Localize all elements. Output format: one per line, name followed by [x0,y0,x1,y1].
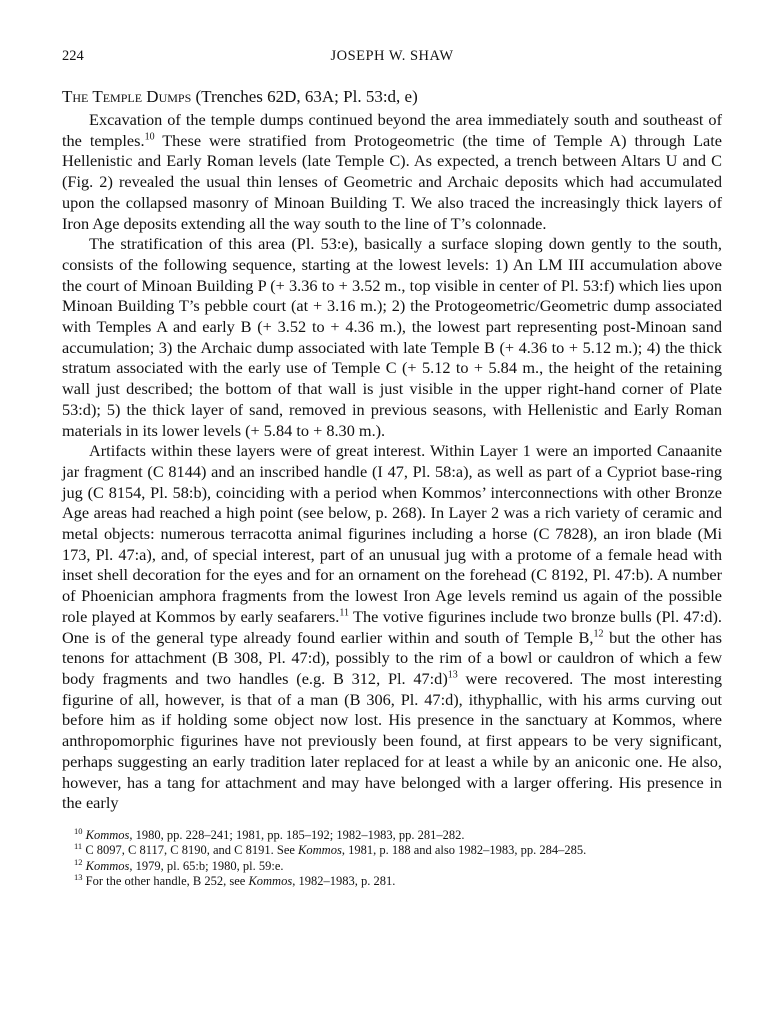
footnote-italic: Kommos [85,858,130,873]
footnote-text: , 1981, p. 188 and also 1982–1983, pp. 284–285. [341,843,587,858]
paragraph-2: The stratification of this area (Pl. 53:e), basically a surface sloping down gently to the south, consists of the following sequence, starting at the lowest levels: 1) An LM III accumulation above the court of Minoan Building P (+ 3.36 to + 3.52 m., top visible in center of Pl. 53:f) which lies upon Minoan Building T’s pebble court (at + 3.16 m.); 2) the Protogeometric/Geometric dump associated with Temples A and early B (+ 3.52 to + 4.36 m.), the lowest part representing post-Minoan sand accumulation; 3) the Archaic dump associated with late Temple B (+ 4.36 to + 5.12 m.); 4) the thick stratum associated with the early use of Temple C (+ 5.12 to + 5.84 m., the height of the retaining wall just described; the bottom of that wall is just visible in the upper right-hand corner of Plate 53:d); 5) the thick layer of sand, removed in previous seasons, with Hellenistic and Early Roman materials in its lower levels (+ 5.84 to + 8.30 m.). [62,234,722,440]
section-title-smallcaps: The Temple Dumps [62,87,192,106]
footnote-number: 10 [74,825,83,836]
footnote-ref-11: 11 [339,607,349,619]
footnote-italic: Kommos [85,827,130,842]
footnotes [62,825,722,890]
paragraph-3-text-b: The votive figurines include two bronze bulls (Pl. 47:d). One is of the general type already found earlier within and south of Temple B, [62,606,722,647]
footnote-ref-10: 10 [144,131,155,143]
footnote-13 [74,874,722,890]
paragraph-3-text-c: but the other has tenons for attachment (B 308, Pl. 47:d), possibly to the rim of a bowl or cauldron of which a few body fragments and two handles (e.g. B 312, Pl. 47:d) [62,627,722,688]
section-title-rest: (Trenches 62D, 63A; Pl. 53:d, e) [191,87,418,106]
paragraph-3-text-d: were recovered. The most interesting figurine of all, however, is that of a man (B 306, Pl. 47:d), ithyphallic, with his arms curving out before him as if holding some object now lost. His presence in the sanctuary at Kommos, where anthropomorphic figurines have not previously been found, at first appears to be very significant, perhaps suggesting an early tradition later replaced for at least a while by an aniconic one. He also, however, has a tang for attachment and may have belonged with a larger offering. His presence in the early [62,668,722,813]
footnote-10 [74,825,722,844]
section-title [62,86,722,107]
footnote-number: 13 [74,872,83,883]
paragraph-3 [62,441,722,814]
footnote-12 [74,856,722,875]
footnote-text: , 1980, pp. 228–241; 1981, pp. 185–192; 1982–1983, pp. 281–282. [129,827,465,842]
paragraph-1-text-b: These were stratified from Protogeometric (the time of Temple A) through Late Hellenistic and Early Roman levels (late Temple C). As expected, a trench between Altars U and C (Fig. 2) revealed the usual thin lenses of Geometric and Archaic deposits which had accumulated upon the collapsed masonry of Minoan Building T. We also traced the increasingly thick layers of Iron Age deposits extending all the way south to the line of T’s colonnade. [62,130,723,233]
footnote-lead: C 8097, C 8117, C 8190, and C 8191. See [85,843,299,858]
footnote-number: 12 [74,856,83,867]
footnote-text: , 1979, pl. 65:b; 1980, pl. 59:e. [129,858,284,873]
running-head: JOSEPH W. SHAW [330,48,454,64]
footnote-lead: For the other handle, B 252, see [85,874,249,889]
footnote-number: 11 [74,841,83,852]
page [62,48,722,890]
paragraph-1 [62,110,722,234]
page-number: 224 [62,48,84,64]
page-header [62,48,722,68]
footnote-text: , 1982–1983, p. 281. [292,874,396,889]
footnote-italic: Kommos [298,843,342,858]
paragraph-1-text-a: Excavation of the temple dumps continued beyond the area immediately south and southeast of the temples. [62,110,722,150]
footnote-italic: Kommos [248,874,293,889]
paragraph-3-text-a: Artifacts within these layers were of great interest. Within Layer 1 were an imported Canaanite jar fragment (C 8144) and an inscribed handle (I 47, Pl. 58:a), as well as part of a Cypriot base-ring jug (C 8154, Pl. 58:b), coinciding with a period when Kommos’ interconnections with other Bronze Age areas had reached a high point (see below, p. 268). In Layer 2 was a rich variety of ceramic and metal objects: numerous terracotta animal figurines including a horse (C 7828), an iron blade (Mi 173, Pl. 47:a), and, of special interest, part of an unusual jug with a protome of a female head with inset shell decoration for the eyes and for an ornament on the forehead (C 8192, Pl. 47:b). A number of Phoenician amphora fragments from the lowest Iron Age levels remind us again of the possible role played at Kommos by early seafarers. [62,441,722,626]
footnote-ref-12: 12 [593,628,604,640]
footnote-11 [74,843,722,859]
footnote-ref-13: 13 [447,669,458,681]
